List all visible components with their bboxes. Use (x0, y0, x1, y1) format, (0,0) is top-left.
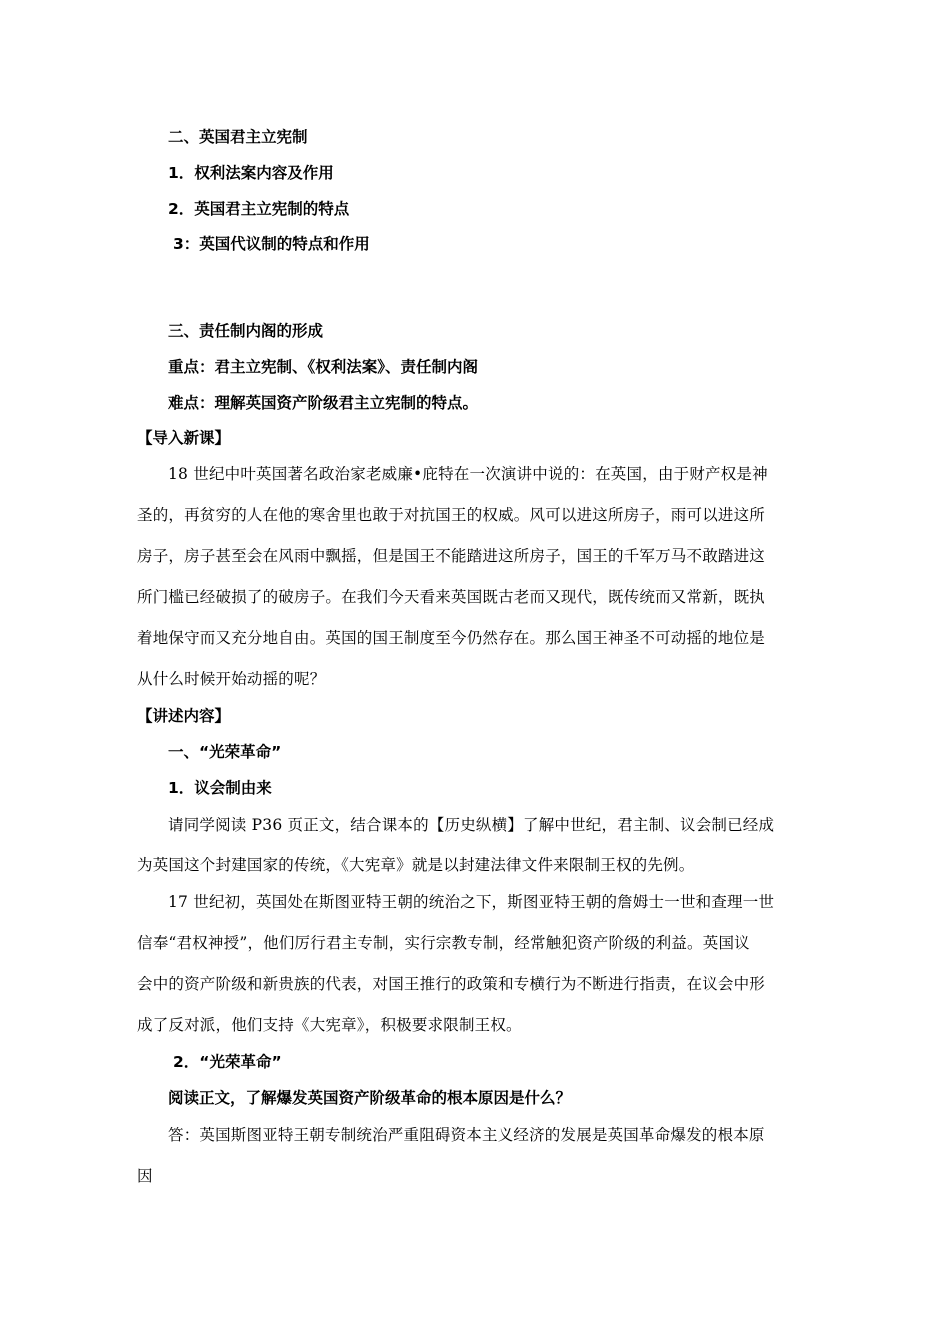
paragraph-line: 请同学阅读 P36 页正文，结合课本的【历史纵横】了解中世纪，君主制、议会制已经成 (168, 816, 775, 834)
paragraph-line: 成了反对派，他们支持《大宪章》，积极要求限制王权。 (137, 1016, 522, 1034)
subheading-2-3: 3：英国代议制的特点和作用 (173, 235, 370, 253)
intro-line: 从什么时候开始动摇的呢？ (137, 670, 326, 688)
intro-line: 所门槛已经破损了的破房子。在我们今天看来英国既古老而又现代，既传统而又常新，既执 (137, 588, 766, 606)
lecture-subheading-2: 2．“光荣革命” (173, 1053, 282, 1071)
intro-line: 着地保守而又充分地自由。英国的国王制度至今仍然存在。那么国王神圣不可动摇的地位是 (137, 629, 766, 647)
subheading-2-1: 1．权利法案内容及作用 (168, 164, 334, 182)
key-points: 重点：君主立宪制、《权利法案》、责任制内阁 (168, 358, 479, 376)
question-text: 阅读正文，了解爆发英国资产阶级革命的根本原因是什么？ (168, 1089, 572, 1107)
lecture-section-1: 一、“光荣革命” (168, 743, 282, 761)
answer-line: 答：英国斯图亚特王朝专制统治严重阻碍资本主义经济的发展是英国革命爆发的根本原 (168, 1126, 765, 1144)
paragraph-line: 17 世纪初，英国处在斯图亚特王朝的统治之下，斯图亚特王朝的詹姆士一世和查理一世 (168, 893, 775, 911)
answer-line: 因 (137, 1167, 153, 1185)
paragraph-line: 为英国这个封建国家的传统，《大宪章》就是以封建法律文件来限制王权的先例。 (137, 856, 695, 874)
paragraph-line: 信奉“君权神授”，他们厉行君主专制，实行宗教专制，经常触犯资产阶级的利益。英国议 (137, 934, 750, 952)
intro-line: 18 世纪中叶英国著名政治家老威廉•庇特在一次演讲中说的：在英国，由于财产权是神 (168, 465, 768, 483)
section-heading-2: 二、英国君主立宪制 (168, 128, 308, 146)
subheading-2-2: 2．英国君主立宪制的特点 (168, 200, 350, 218)
intro-line: 房子，房子甚至会在风雨中飘摇，但是国王不能踏进这所房子，国王的千军万马不敢踏进这 (137, 547, 766, 565)
difficult-points: 难点：理解英国资产阶级君主立宪制的特点。 (168, 394, 479, 412)
paragraph-line: 会中的资产阶级和新贵族的代表，对国王推行的政策和专横行为不断进行指责，在议会中形 (137, 975, 766, 993)
lecture-subheading-1: 1．议会制由来 (168, 779, 272, 797)
intro-heading: 【导入新课】 (137, 429, 231, 447)
section-heading-3: 三、责任制内阁的形成 (168, 322, 324, 340)
intro-line: 圣的，再贫穷的人在他的寒舍里也敢于对抗国王的权威。风可以进这所房子，雨可以进这所 (137, 506, 766, 524)
lecture-heading: 【讲述内容】 (137, 707, 231, 725)
